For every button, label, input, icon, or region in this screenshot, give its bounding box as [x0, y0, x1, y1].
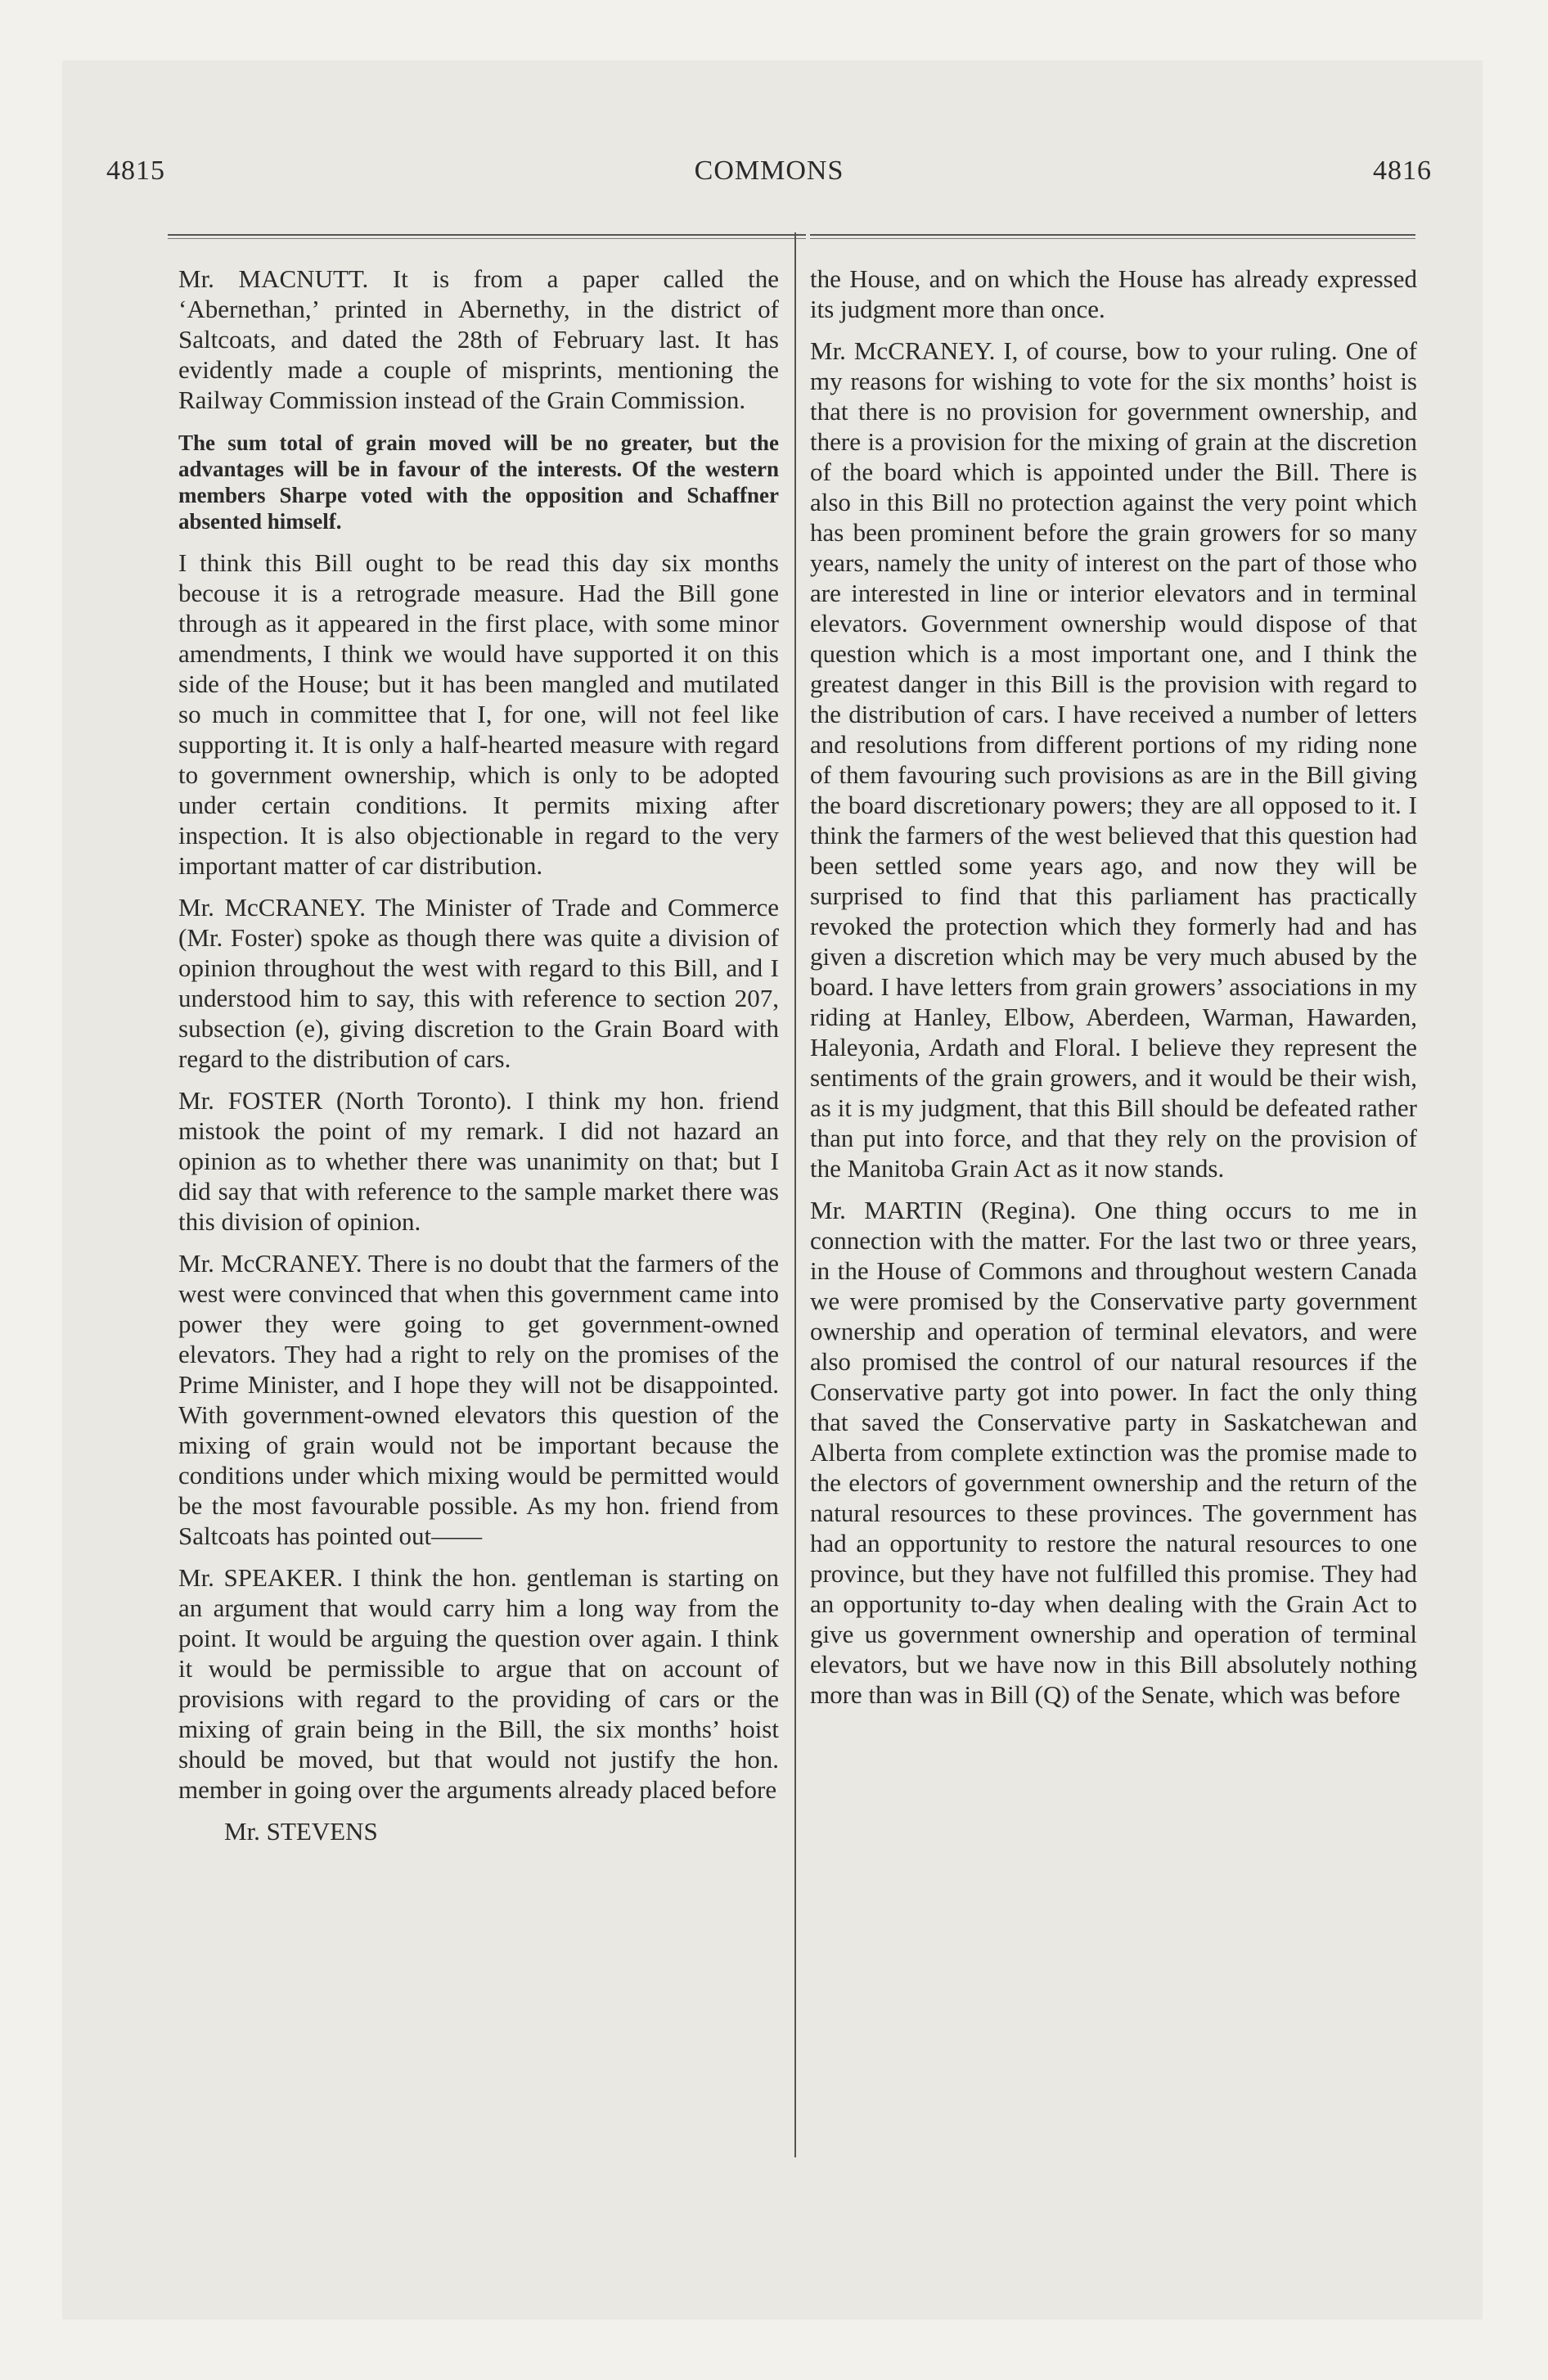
page-number-right: 4816 [1373, 156, 1432, 186]
speaker-name: Mr. SPEAKER. [178, 1563, 344, 1592]
header-rule-right [810, 234, 1415, 239]
right-column [810, 264, 1417, 1721]
page-number-left: 4815 [106, 156, 165, 186]
paragraph [178, 1085, 779, 1237]
paragraph [178, 1248, 779, 1551]
paragraph-text: It is from a paper called the ‘Abernethan,’ printed in Abernethy, in the district of Saltcoats, and dated the 28th of February last. It has evidently made a couple of misprints, mentioning the Railway Commission instead of the Grain Commission. [178, 264, 779, 414]
paragraph [178, 1562, 779, 1805]
column-divider [794, 232, 796, 2157]
speaker-name: Mr. McCRANEY. [178, 1249, 362, 1278]
speaker-name: Mr. McCRANEY. [178, 893, 366, 922]
running-title: COMMONS [694, 156, 844, 186]
left-column [178, 264, 779, 1846]
quoted-passage: The sum total of grain moved will be no greater, but the advantages will be in favour of the interests. Of the western members Sharpe voted with the opposition and Schaffner absented himself. [178, 430, 779, 534]
page-header [106, 156, 1432, 205]
paragraph: I think this Bill ought to be read this day six months becouse it is a retrograde measure. Had the Bill gone through as it appeared in the first place, with some minor amendments, I think we would have supported it on this side of the House; but it has been mangled and mutilated so much in committee that I, for one, will not feel like supporting it. It is only a half-hearted measure with regard to government ownership, which is only to be adopted under certain conditions. It permits mixing after inspection. It is also objectionable in regard to the very important matter of car distribution. [178, 548, 779, 880]
paragraph [178, 892, 779, 1074]
speaker-name: Mr. MARTIN (Regina). [810, 1196, 1077, 1224]
speaker-name: Mr. McCRANEY. [810, 336, 996, 365]
paragraph-text: There is no doubt that the farmers of the west were convinced that when this government came into power they were going to get government-owned elevators. They had a right to rely on the promises of the Prime Minister, and I hope they will not be disappointed. With government-owned elevators this question of the mixing of grain would not be important because the conditions under which mixing would be permitted would be the most favourable possible. As my hon. friend from Saltcoats has pointed out—— [178, 1249, 779, 1550]
paragraph [178, 264, 779, 415]
paragraph [810, 1195, 1417, 1710]
paragraph [810, 336, 1417, 1183]
paragraph: the House, and on which the House has already expressed its judgment more than once. [810, 264, 1417, 323]
speaker-name: Mr. MACNUTT. [178, 264, 369, 293]
paragraph-text: I think the hon. gentleman is starting on an argument that would carry him a long way from the point. It would be arguing the question over again. I think it would be permissible to argue that on account of provisions with regard to the providing of cars or the mixing of grain being in the Bill, the six months’ hoist should be moved, but that would not justify the hon. member in going over the arguments already placed before [178, 1563, 780, 1804]
footer-speaker-name: Mr. STEVENS [224, 1817, 378, 1846]
paragraph-text: The Minister of Trade and Commerce (Mr. Foster) spoke as though there was quite a division of opinion throughout the west with regard to this Bill, and I understood him to say, this with reference to section 207, subsection (e), giving discretion to the Grain Board with regard to the distribution of cars. [178, 893, 779, 1073]
paragraph-text: One thing occurs to me in connection with the matter. For the last two or three years, in the House of Commons and throughout western Canada we were promised by the Conservative party government ownership and operation of terminal elevators, and were also promised the control of our natural resources if the Conservative party got into power. In fact the only thing that saved the Conservative party in Saskatchewan and Alberta from complete extinction was the promise made to the electors of government ownership and the return of the natural resources to these provinces. The government has had an opportunity to restore the natural resources to one province, but they have not fulfilled this promise. They had an opportunity to-day when dealing with the Grain Act to give us government ownership and operation of terminal elevators, but we have now in this Bill absolutely nothing more than was in Bill (Q) of the Senate, which was before [810, 1196, 1417, 1709]
paragraph-text: I, of course, bow to your ruling. One of my reasons for wishing to vote for the six months’ hoist is that there is no provision for government ownership, and there is a provision for the mixing of grain at the discretion of the board which is appointed under the Bill. There is also in this Bill no protection against the very point which has been prominent before the grain growers for so many years, namely the unity of interest on the part of those who are interested in line or interior elevators and in terminal elevators. Government ownership would dispose of that question which is a most important one, and I think the greatest danger in this Bill is the provision with regard to the distribution of cars. I have received a number of letters and resolutions from different portions of my riding none of them favouring such provisions as are in the Bill giving the board discretionary powers; they are all opposed to it. I think the farmers of the west believed that this question had been settled some years ago, and now they will be surprised to find that this parliament has practically revoked the protection which they formerly had and has given a discretion which may be very much abused by the board. I have letters from grain growers’ associations in my riding at Hanley, Elbow, Aberdeen, Warman, Hawarden, Haleyonia, Ardath and Floral. I believe they represent the sentiments of the grain growers, and it would be their wish, as it is my judgment, that this Bill should be defeated rather than put into force, and that they rely on the provision of the Manitoba Grain Act as it now stands. [810, 336, 1417, 1183]
paragraph-text: I think my hon. friend mistook the point of my remark. I did not hazard an opinion as to whether there was unanimity on that; but I did say that with reference to the sample market there was this division of opinion. [178, 1086, 779, 1236]
header-rule-left [168, 234, 806, 239]
speaker-name: Mr. FOSTER (North Toronto). [178, 1086, 512, 1115]
